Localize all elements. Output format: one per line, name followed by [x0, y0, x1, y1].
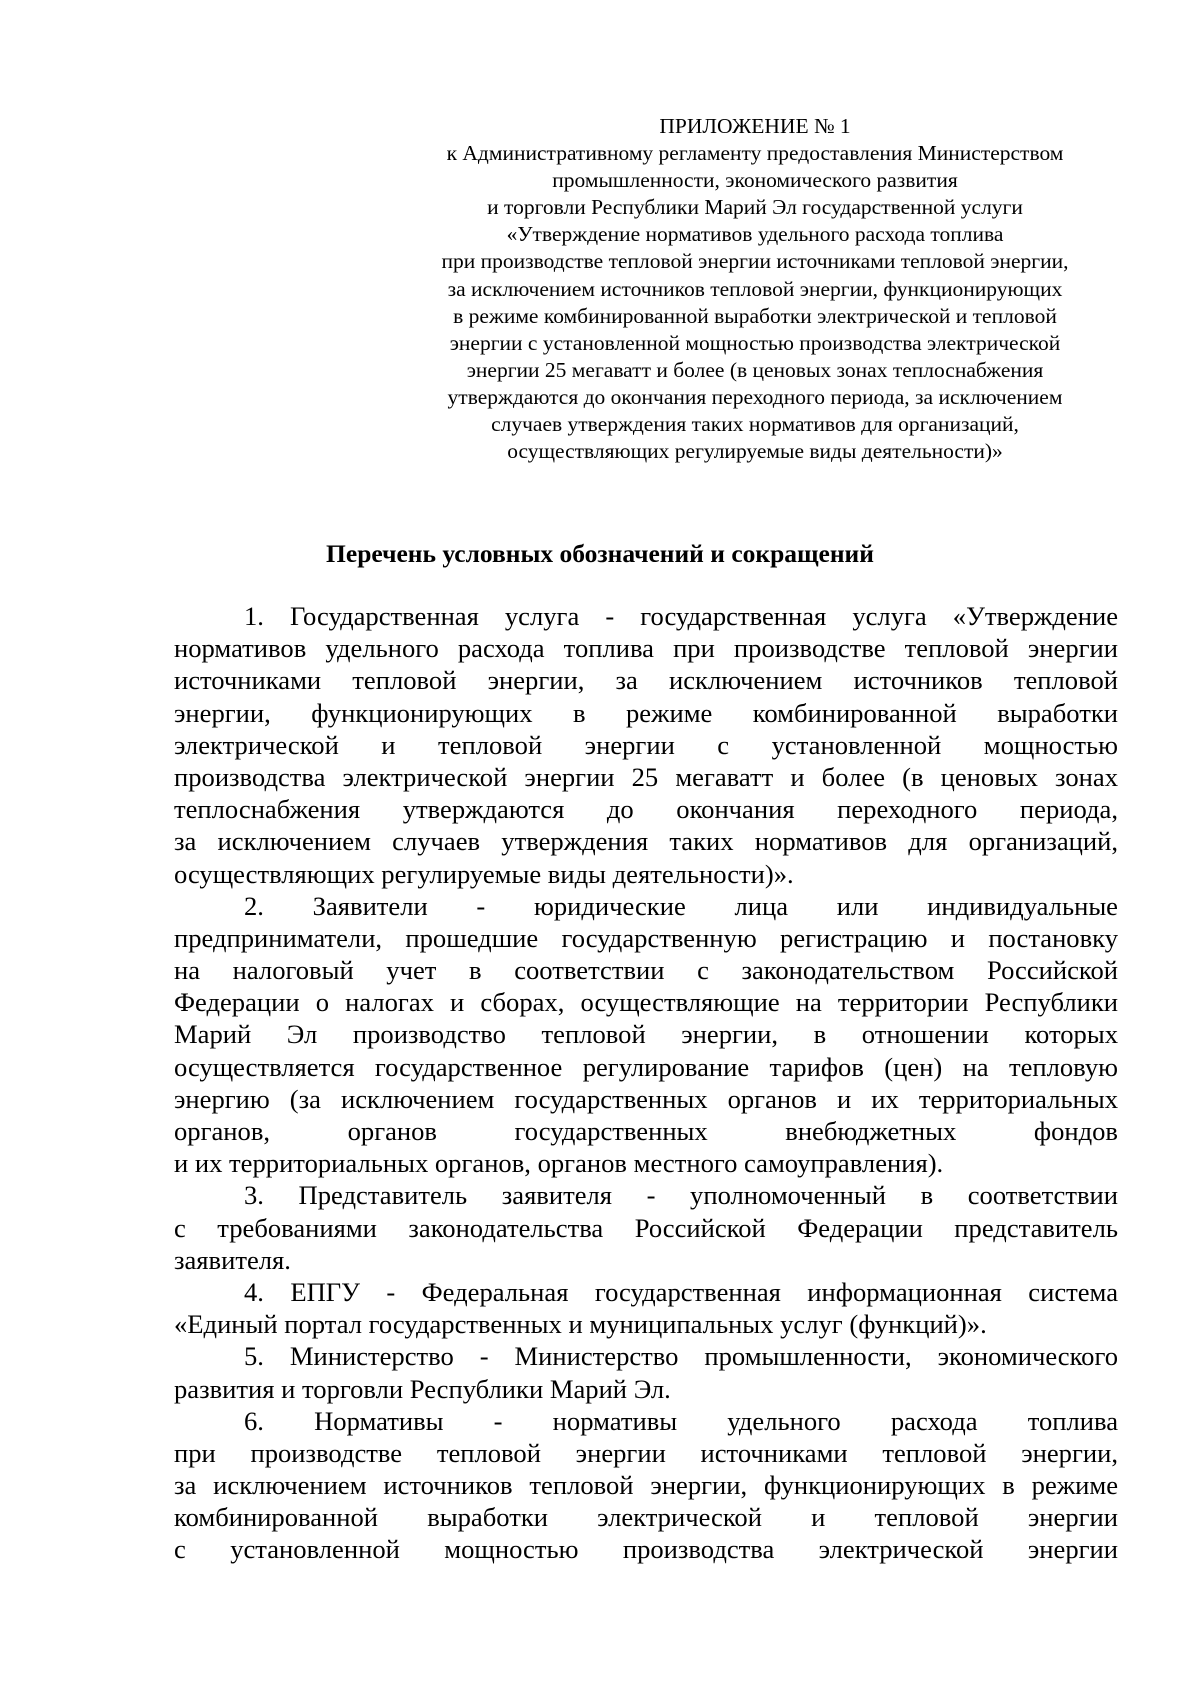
definition-item: [174, 1340, 1118, 1404]
text-line: электрической и тепловой энергии с установленной мощностью: [174, 729, 1118, 760]
appendix-line: утверждаются до окончания переходного периода, за исключением: [447, 384, 1063, 409]
appendix-header: [390, 113, 1120, 465]
text-line: за исключением случаев утверждения таких нормативов для организаций,: [174, 826, 1118, 857]
appendix-line: за исключением источников тепловой энергии, функционирующих: [447, 276, 1063, 301]
definition-item: [174, 600, 1118, 890]
definition-item: [174, 1405, 1118, 1566]
text-line: с требованиями законодательства Российской Федерации представитель: [174, 1212, 1118, 1243]
text-line: 4. ЕПГУ - Федеральная государственная информационная система: [244, 1276, 1118, 1307]
definition-item: [174, 1179, 1118, 1276]
section-title: Перечень условных обозначений и сокращений: [326, 539, 874, 568]
definitions-list: [174, 600, 1118, 1566]
text-line: осуществляющих регулируемые виды деятельности)».: [174, 858, 794, 889]
text-line: «Единый портал государственных и муниципальных услуг (функций)».: [174, 1309, 987, 1340]
appendix-line: энергии с установленной мощностью производства электрической: [449, 330, 1061, 355]
text-line: 2. Заявители - юридические лица или индивидуальные: [244, 890, 1118, 921]
text-line: комбинированной выработки электрической и тепловой энергии: [174, 1502, 1118, 1533]
appendix-line: промышленности, экономического развития: [552, 168, 958, 193]
appendix-line: осуществляющих регулируемые виды деятельности)»: [507, 439, 1003, 464]
appendix-line: в режиме комбинированной выработки электрической и тепловой: [453, 303, 1057, 328]
text-line: предприниматели, прошедшие государственную регистрацию и постановку: [174, 922, 1118, 953]
text-line: производства электрической энергии 25 мегаватт и более (в ценовых зонах: [174, 761, 1118, 792]
text-line: 3. Представитель заявителя - уполномоченный в соответствии: [244, 1180, 1118, 1211]
appendix-line: энергии 25 мегаватт и более (в ценовых зонах теплоснабжения: [466, 357, 1044, 382]
text-line: 5. Министерство - Министерство промышленности, экономического: [244, 1341, 1118, 1372]
text-line: на налоговый учет в соответствии с законодательством Российской: [174, 955, 1118, 986]
text-line: 1. Государственная услуга - государственная услуга «Утверждение: [244, 601, 1118, 631]
text-line: развития и торговли Республики Марий Эл.: [174, 1373, 671, 1404]
text-line: энергии, функционирующих в режиме комбинированной выработки: [174, 697, 1118, 728]
definition-item: [174, 1276, 1118, 1340]
text-line: энергию (за исключением государственных органов и их территориальных: [174, 1083, 1118, 1114]
text-line: при производстве тепловой энергии источниками тепловой энергии,: [174, 1437, 1118, 1468]
appendix-line: при производстве тепловой энергии источниками тепловой энергии,: [441, 249, 1069, 274]
text-line: Федерации о налогах и сборах, осуществляющие на территории Республики: [174, 987, 1118, 1018]
appendix-line: и торговли Республики Марий Эл государственной услуги: [487, 195, 1023, 220]
text-line: осуществляется государственное регулирование тарифов (цен) на тепловую: [174, 1051, 1118, 1082]
text-line: 6. Нормативы - нормативы удельного расхода топлива: [244, 1405, 1118, 1436]
text-line: органов, органов государственных внебюджетных фондов: [174, 1116, 1118, 1146]
text-line: с установленной мощностью производства электрической энергии: [174, 1534, 1118, 1565]
text-line: нормативов удельного расхода топлива при производстве тепловой энергии: [174, 633, 1118, 664]
definition-item: [174, 890, 1118, 1180]
text-line: Марий Эл производство тепловой энергии, в отношении которых: [174, 1019, 1118, 1050]
appendix-line: к Административному регламенту предоставления Министерством: [446, 141, 1064, 166]
appendix-line: «Утверждение нормативов удельного расхода топлива: [506, 222, 1004, 247]
appendix-line: случаев утверждения таких нормативов для организаций,: [491, 412, 1019, 437]
text-line: заявителя.: [174, 1244, 291, 1275]
text-line: за исключением источников тепловой энергии, функционирующих в режиме: [174, 1470, 1118, 1501]
text-line: и их территориальных органов, органов местного самоуправления).: [174, 1148, 944, 1179]
text-line: теплоснабжения утверждаются до окончания переходного периода,: [174, 794, 1118, 825]
text-line: источниками тепловой энергии, за исключением источников тепловой: [174, 665, 1118, 696]
appendix-line: ПРИЛОЖЕНИЕ № 1: [659, 114, 851, 138]
